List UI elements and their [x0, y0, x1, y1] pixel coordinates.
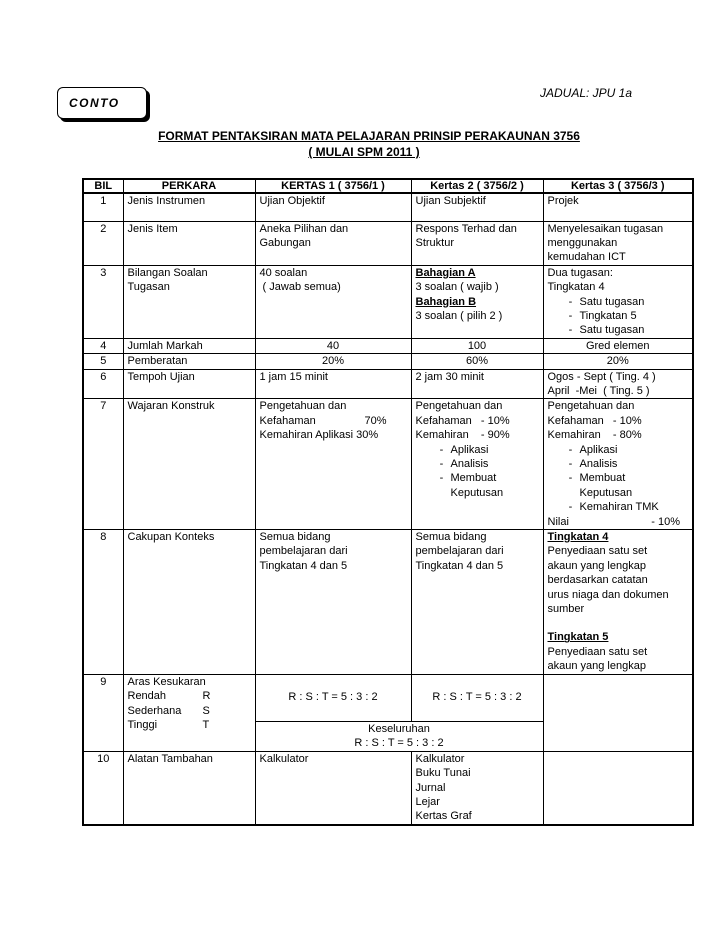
table-row [83, 193, 693, 221]
col-header-kertas1: KERTAS 1 ( 3756/1 ) [255, 179, 411, 193]
cell-line: Kemahiran - 90% [415, 429, 510, 442]
cell-line [128, 704, 251, 718]
col-header-perkara: PERKARA [123, 179, 255, 193]
cell-line: Keseluruhan [368, 722, 430, 735]
cell-line: Tingkatan 4 dan 5 [415, 559, 504, 572]
row-kertas2 [411, 265, 543, 338]
cell-line: akaun yang lengkap [547, 660, 646, 673]
cell-line [548, 515, 689, 529]
cell-line: Respons Terhad dan [415, 222, 517, 235]
cell-text: Nilai [547, 515, 569, 528]
row-kertas2: 2 jam 30 minit [411, 369, 543, 399]
cell-line: Penyediaan satu set [547, 645, 648, 658]
dash-bullet: - [439, 458, 444, 470]
row-kertas1 [255, 530, 411, 675]
dash-bullet: - [568, 458, 573, 470]
cell-line: Jurnal [415, 781, 446, 794]
assessment-format-table [82, 178, 694, 826]
section-label: Tingkatan 4 [547, 531, 609, 544]
row-kertas3 [543, 369, 693, 399]
cell-text: - 10% [651, 515, 680, 528]
row-kertas3 [543, 751, 693, 825]
row-perkara: Alatan Tambahan [123, 751, 255, 825]
row-bil: 2 [83, 221, 123, 265]
cell-text: T [202, 718, 210, 731]
cell-line: 3 soalan ( wajib ) [415, 281, 499, 294]
dash-bullet: - [568, 472, 573, 485]
cell-line: pembelajaran dari [415, 545, 504, 558]
list-item [548, 323, 689, 337]
table-row [83, 399, 693, 530]
row-bil: 6 [83, 369, 123, 399]
dash-bullet: - [568, 501, 573, 514]
list-item [548, 443, 689, 457]
row-kertas3 [543, 221, 693, 265]
col-header-bil: BIL [83, 179, 123, 193]
cell-text: Rendah [127, 690, 167, 703]
cell-line: Gabungan [259, 236, 311, 249]
section-label: Bahagian A [415, 266, 476, 279]
page-subtitle: ( MULAI SPM 2011 ) [308, 145, 420, 159]
row-kertas1 [255, 221, 411, 265]
row-kertas2: 100 [411, 338, 543, 353]
cell-line: akaun yang lengkap [547, 559, 646, 572]
row-perkara: Jenis Item [123, 221, 255, 265]
list-item [548, 500, 689, 514]
row-bil: 1 [83, 193, 123, 221]
cell-line: Kefahaman - 10% [415, 414, 510, 427]
row-perkara: Wajaran Konstruk [123, 399, 255, 530]
list-item [548, 309, 689, 323]
row-kertas1: Kalkulator [255, 751, 411, 825]
row-kertas3 [543, 674, 693, 721]
row-kertas1 [255, 265, 411, 338]
cell-line: Semua bidang [415, 531, 487, 544]
cell-line: Aras Kesukaran [127, 675, 206, 688]
row-kertas1 [255, 399, 411, 530]
list-item [416, 443, 539, 457]
row-kertas3: 20% [543, 354, 693, 369]
cell-line: Membuat [579, 472, 626, 485]
row-perkara [123, 674, 255, 751]
cell-line: R : S : T = 5 : 3 : 2 [354, 737, 444, 750]
cell-line: Kertas Graf [415, 810, 472, 823]
cell-line: 3 soalan ( pilih 2 ) [415, 309, 503, 322]
row-kertas1: 40 [255, 338, 411, 353]
cell-text: Tinggi [127, 718, 158, 731]
cell-line: Aplikasi [450, 443, 489, 456]
cell-line: Buku Tunai [415, 767, 471, 780]
table-row [83, 751, 693, 825]
cell-text: Sederhana [127, 704, 182, 717]
cell-line: Struktur [415, 236, 455, 249]
list-item [416, 457, 539, 471]
cell-line: Ogos - Sept ( Ting. 4 ) [547, 370, 656, 383]
row-kertas2 [411, 399, 543, 530]
cell-text: 70% [364, 414, 387, 427]
cell-line: Analisis [579, 458, 618, 470]
row-bil: 4 [83, 338, 123, 353]
table-row [83, 338, 693, 353]
row-kertas3: Projek [543, 193, 693, 221]
cell-line: Tugasan [127, 281, 170, 294]
row-perkara [123, 265, 255, 338]
cell-text: S [202, 704, 210, 717]
cell-text: Kefahaman [259, 414, 316, 427]
dash-bullet: - [439, 472, 444, 485]
cell-line: Satu tugasan [579, 295, 645, 308]
cell-line: urus niaga dan dokumen [547, 588, 669, 601]
list-item [548, 457, 689, 471]
dash-bullet: - [568, 443, 573, 456]
cell-line: Membuat [450, 472, 497, 485]
col-header-kertas3: Kertas 3 ( 3756/3 ) [543, 179, 693, 193]
row-perkara: Jenis Instrumen [123, 193, 255, 221]
row-kertas3 [543, 530, 693, 675]
cell-line: Analisis [450, 458, 489, 470]
cell-line: Pengetahuan dan [415, 400, 503, 413]
row-perkara: Jumlah Markah [123, 338, 255, 353]
row-kertas1: R : S : T = 5 : 3 : 2 [255, 674, 411, 721]
cell-line: Kemahiran - 80% [547, 429, 642, 442]
cell-line: Satu tugasan [579, 324, 645, 337]
row-kertas3 [543, 265, 693, 338]
row-kertas2 [411, 221, 543, 265]
sample-stamp [57, 87, 147, 119]
dash-bullet: - [568, 324, 573, 337]
cell-line: Kemahiran TMK [579, 501, 659, 514]
row-kertas2: Ujian Subjektif [411, 193, 543, 221]
cell-line: Keputusan [579, 486, 633, 499]
list-item [548, 295, 689, 309]
cell-line: Kemahiran Aplikasi 30% [259, 429, 379, 442]
row-kertas2 [411, 530, 543, 675]
row-kertas3-empty [543, 721, 693, 751]
cell-line: April -Mei ( Ting. 5 ) [547, 384, 650, 397]
cell-line: Semua bidang [259, 531, 331, 544]
cell-line: Menyelesaikan tugasan [547, 222, 664, 235]
dash-bullet: - [568, 309, 573, 322]
sample-stamp-text: CONTO [69, 96, 120, 110]
cell-line: Bilangan Soalan [127, 266, 208, 279]
table-header-row [83, 179, 693, 193]
row-kertas1: 20% [255, 354, 411, 369]
list-item [416, 471, 539, 485]
cell-line: Tingkatan 5 [579, 309, 637, 322]
cell-line: Dua tugasan: [547, 266, 613, 279]
table-row [83, 530, 693, 675]
cell-text: R [202, 690, 211, 703]
dash-bullet: - [568, 295, 573, 308]
document-code: JADUAL: JPU 1a [540, 86, 633, 100]
cell-line: Lejar [415, 795, 440, 808]
row-kertas3 [543, 399, 693, 530]
row-bil: 3 [83, 265, 123, 338]
cell-line: kemudahan ICT [547, 251, 626, 264]
cell-line: Pengetahuan dan [547, 400, 635, 413]
row-perkara: Cakupan Konteks [123, 530, 255, 675]
page-title: FORMAT PENTAKSIRAN MATA PELAJARAN PRINSIP PERAKAUNAN 3756 [158, 129, 580, 143]
row-kertas2 [411, 751, 543, 825]
row-bil: 5 [83, 354, 123, 369]
cell-line: 40 soalan [259, 266, 308, 279]
row-bil: 7 [83, 399, 123, 530]
cell-line: Penyediaan satu set [547, 545, 648, 558]
cell-line: Aneka Pilihan dan [259, 222, 349, 235]
table-row [83, 674, 693, 721]
row-bil: 8 [83, 530, 123, 675]
section-label: Tingkatan 5 [547, 631, 609, 644]
row-perkara: Pemberatan [123, 354, 255, 369]
cell-line: Tingkatan 4 dan 5 [259, 559, 348, 572]
cell-line: menggunakan [547, 236, 618, 249]
cell-line [128, 718, 251, 732]
cell-line: sumber [547, 603, 585, 616]
cell-line: berdasarkan catatan [547, 574, 648, 587]
table-row [83, 221, 693, 265]
row-bil: 10 [83, 751, 123, 825]
cell-line: ( Jawab semua) [259, 281, 341, 294]
row-kertas3: Gred elemen [543, 338, 693, 353]
section-label: Bahagian B [415, 295, 477, 308]
row-perkara: Tempoh Ujian [123, 369, 255, 399]
cell-line: Kalkulator [415, 752, 465, 765]
col-header-kertas2: Kertas 2 ( 3756/2 ) [411, 179, 543, 193]
row-kertas1: Ujian Objektif [255, 193, 411, 221]
cell-line: Kefahaman - 10% [547, 414, 642, 427]
dash-bullet: - [439, 443, 444, 456]
table-row [83, 369, 693, 399]
list-item [548, 471, 689, 485]
cell-line: Aplikasi [579, 443, 618, 456]
cell-line: Keputusan [450, 486, 504, 499]
row-kertas2: R : S : T = 5 : 3 : 2 [411, 674, 543, 721]
row-bil: 9 [83, 674, 123, 751]
cell-line [128, 689, 251, 703]
spacer [548, 616, 689, 630]
table-row [83, 354, 693, 369]
table-row [83, 265, 693, 338]
cell-line: Pengetahuan dan [259, 400, 347, 413]
row-kertas1: 1 jam 15 minit [255, 369, 411, 399]
cell-line: pembelajaran dari [259, 545, 348, 558]
row-kertas2: 60% [411, 354, 543, 369]
cell-line: Tingkatan 4 [547, 281, 605, 294]
row-overall-ratio [255, 721, 543, 751]
cell-line [260, 414, 407, 428]
